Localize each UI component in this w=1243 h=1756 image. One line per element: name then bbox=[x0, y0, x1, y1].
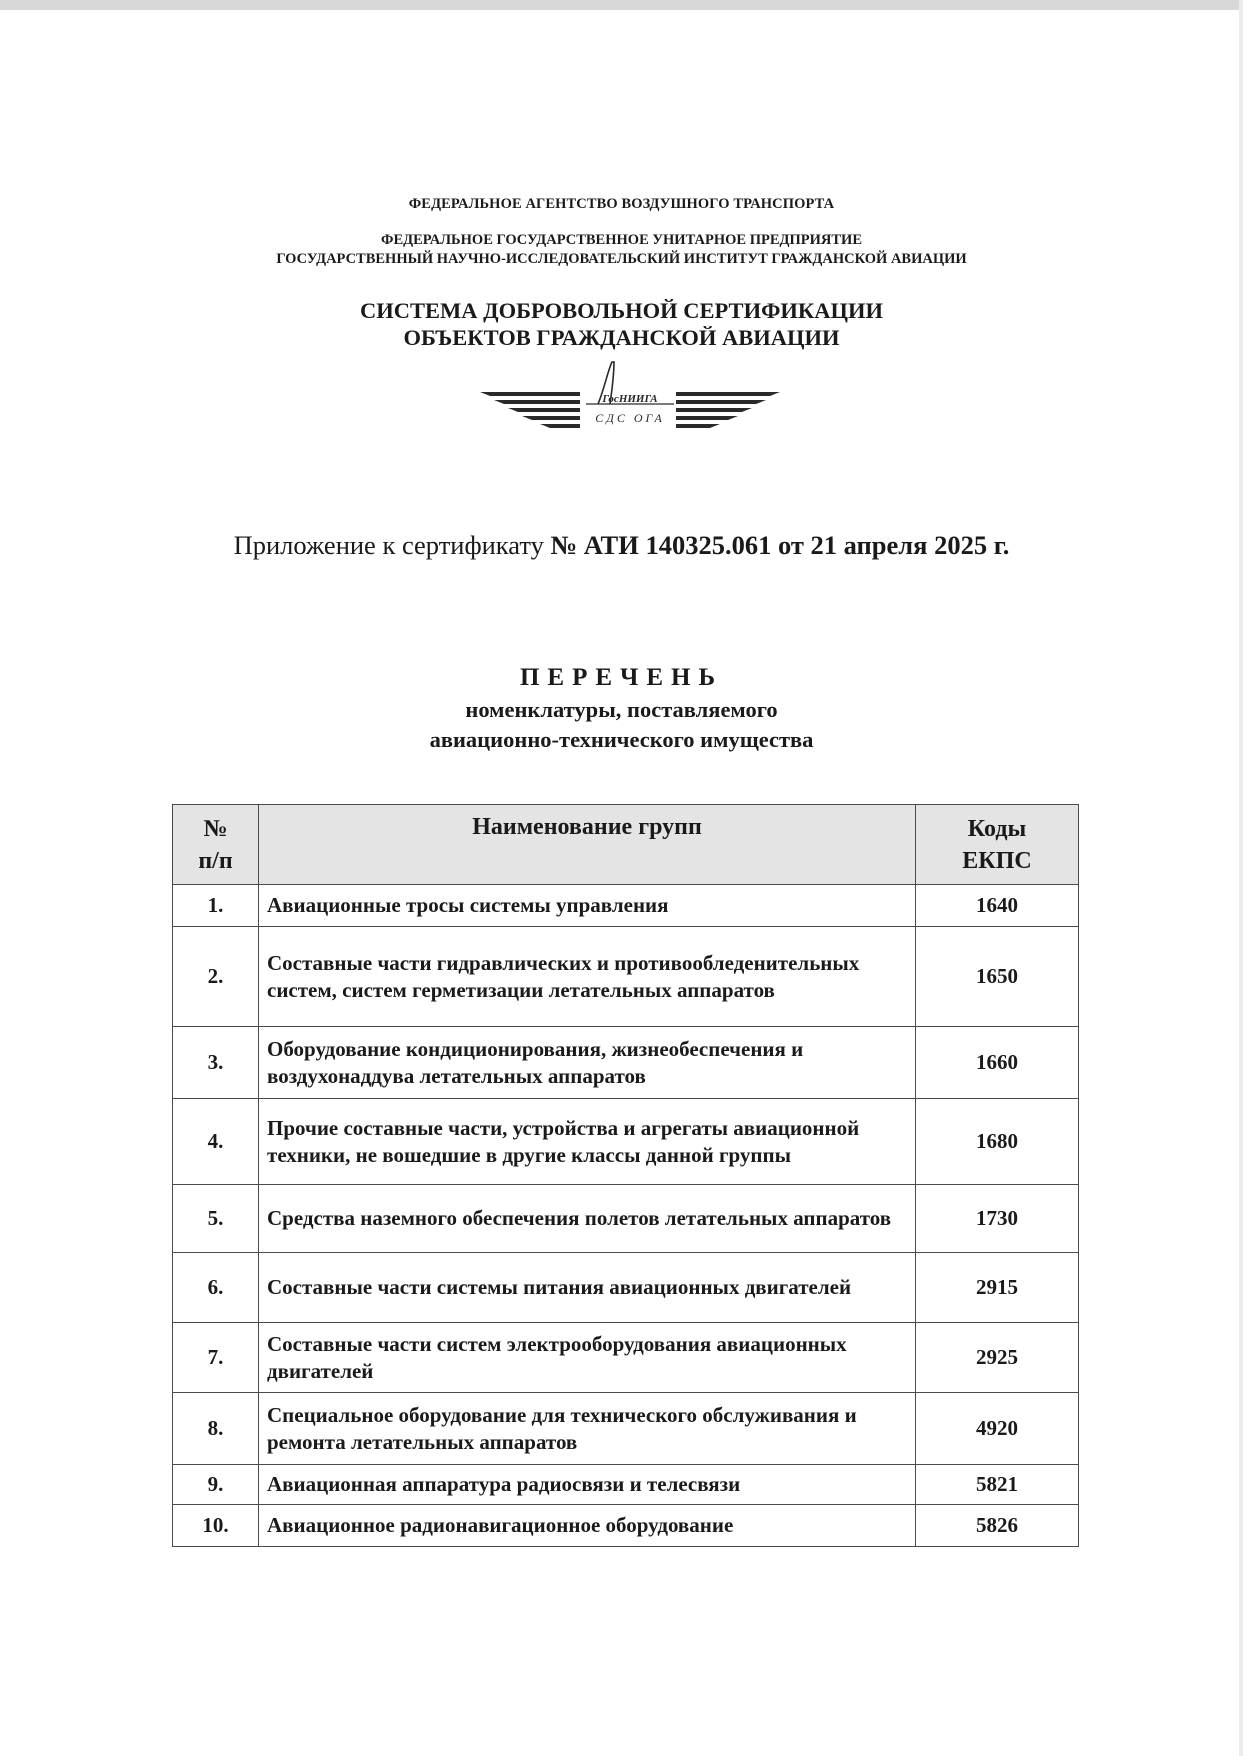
header-codes-line-1: Коды bbox=[967, 815, 1027, 842]
row-num: 2. bbox=[173, 927, 259, 1027]
row-code: 1640 bbox=[916, 885, 1079, 927]
agency-name: ФЕДЕРАЛЬНОЕ АГЕНТСТВО ВОЗДУШНОГО ТРАНСПОРТА bbox=[408, 196, 835, 212]
row-num: 5. bbox=[173, 1185, 259, 1253]
table-row bbox=[173, 1099, 1079, 1185]
enterprise-line-2: ГОСУДАРСТВЕННЫЙ НАУЧНО-ИССЛЕДОВАТЕЛЬСКИЙ ИНСТИТУТ ГРАЖДАНСКОЙ АВИАЦИИ bbox=[276, 251, 967, 267]
row-num: 3. bbox=[173, 1027, 259, 1099]
logo-bottom-text: СДС ОГА bbox=[595, 411, 665, 425]
row-name: Средства наземного обеспечения полетов летательных аппаратов bbox=[259, 1185, 916, 1253]
row-code: 1660 bbox=[916, 1027, 1079, 1099]
list-subtitle-line-2: авиационно-технического имущества bbox=[429, 727, 814, 752]
row-num: 6. bbox=[173, 1253, 259, 1323]
list-subtitle-line-1: номенклатуры, поставляемого bbox=[465, 697, 778, 722]
row-name: Составные части системы питания авиационных двигателей bbox=[259, 1253, 916, 1323]
header-num bbox=[173, 805, 259, 885]
row-code: 2925 bbox=[916, 1323, 1079, 1393]
row-code: 5821 bbox=[916, 1465, 1079, 1505]
enterprise-line-1: ФЕДЕРАЛЬНОЕ ГОСУДАРСТВЕННОЕ УНИТАРНОЕ ПРЕДПРИЯТИЕ bbox=[381, 232, 862, 248]
scan-edge-top bbox=[0, 0, 1243, 10]
row-code: 5826 bbox=[916, 1505, 1079, 1547]
row-num: 4. bbox=[173, 1099, 259, 1185]
nomenclature-table bbox=[172, 804, 1079, 1547]
row-name: Составные части систем электрооборудования авиационных двигателей bbox=[259, 1323, 916, 1393]
table-row bbox=[173, 1465, 1079, 1505]
table-row bbox=[173, 1393, 1079, 1465]
certificate-number: № АТИ 140325.061 от 21 апреля 2025 г. bbox=[550, 530, 1010, 560]
system-line-1: СИСТЕМА ДОБРОВОЛЬНОЙ СЕРТИФИКАЦИИ bbox=[360, 298, 883, 323]
row-name: Специальное оборудование для технического обслуживания и ремонта летательных аппаратов bbox=[259, 1393, 916, 1465]
row-code: 1650 bbox=[916, 927, 1079, 1027]
system-line-2: ОБЪЕКТОВ ГРАЖДАНСКОЙ АВИАЦИИ bbox=[403, 325, 840, 350]
row-code: 4920 bbox=[916, 1393, 1079, 1465]
header-group-name: Наименование групп bbox=[259, 805, 916, 885]
table-row bbox=[173, 885, 1079, 927]
header-num-line-2: п/п bbox=[198, 847, 233, 874]
table-row bbox=[173, 1027, 1079, 1099]
list-title-main: ПЕРЕЧЕНЬ bbox=[519, 664, 724, 691]
certificate-appendix-line bbox=[0, 530, 1243, 561]
gosniiga-logo bbox=[480, 360, 780, 440]
table-row bbox=[173, 1323, 1079, 1393]
row-code: 2915 bbox=[916, 1253, 1079, 1323]
row-num: 1. bbox=[173, 885, 259, 927]
table-row bbox=[173, 1185, 1079, 1253]
table-row bbox=[173, 927, 1079, 1027]
row-code: 1730 bbox=[916, 1185, 1079, 1253]
header-num-line-1: № bbox=[203, 815, 228, 842]
table-row bbox=[173, 1253, 1079, 1323]
row-name: Авиационная аппаратура радиосвязи и телесвязи bbox=[259, 1465, 916, 1505]
enterprise-name bbox=[0, 231, 1243, 269]
row-num: 8. bbox=[173, 1393, 259, 1465]
row-num: 7. bbox=[173, 1323, 259, 1393]
table-header-row bbox=[173, 805, 1079, 885]
row-code: 1680 bbox=[916, 1099, 1079, 1185]
appendix-prefix: Приложение к сертификату bbox=[233, 530, 551, 560]
row-name: Авиационное радионавигационное оборудование bbox=[259, 1505, 916, 1547]
logo-top-text: ГосНИИГА bbox=[602, 393, 658, 405]
header-codes bbox=[916, 805, 1079, 885]
list-title bbox=[0, 661, 1243, 755]
row-name: Прочие составные части, устройства и агрегаты авиационной техники, не вошедшие в другие классы данной группы bbox=[259, 1099, 916, 1185]
row-name: Оборудование кондиционирования, жизнеобеспечения и воздухонаддува летательных аппаратов bbox=[259, 1027, 916, 1099]
table-row bbox=[173, 1505, 1079, 1547]
row-num: 10. bbox=[173, 1505, 259, 1547]
row-name: Составные части гидравлических и противообледенительных систем, систем герметизации летательных аппаратов bbox=[259, 927, 916, 1027]
row-num: 9. bbox=[173, 1465, 259, 1505]
header-codes-line-2: ЕКПС bbox=[962, 847, 1032, 874]
certification-system-name bbox=[0, 297, 1243, 351]
row-name: Авиационные тросы системы управления bbox=[259, 885, 916, 927]
